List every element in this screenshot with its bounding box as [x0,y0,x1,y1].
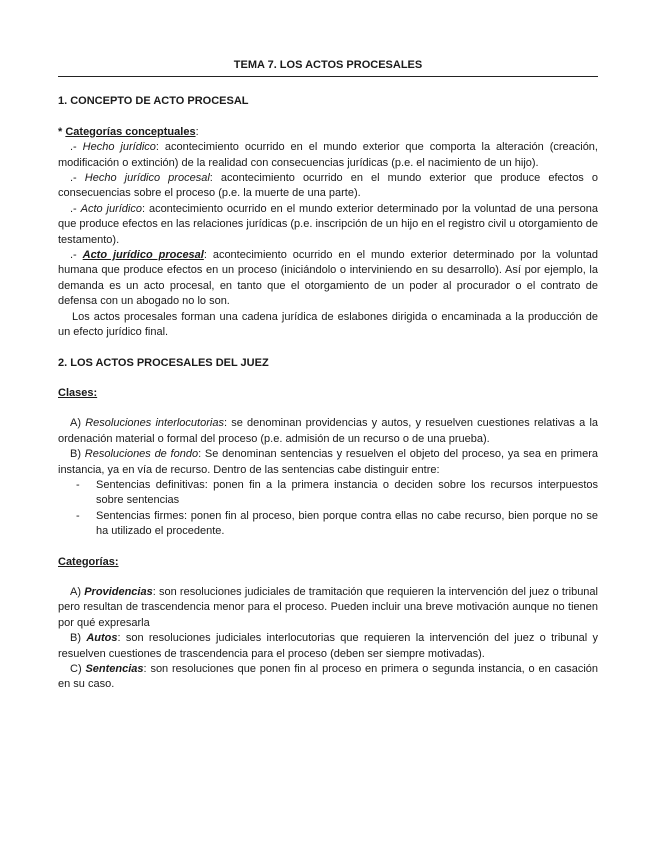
section2-heading: 2. LOS ACTOS PROCESALES DEL JUEZ [58,356,269,369]
list-item: - Sentencias firmes: ponen fin al proceso, bien porque contra ellas no cabe recurso, bien porque no se ha utilizado el procedente. [96,509,598,540]
conceptual-categories-title: Categorías conceptuales [65,125,196,138]
sentencias-list [58,478,598,540]
section1-heading: 1. CONCEPTO DE ACTO PROCESAL [58,95,249,108]
conceptual-categories-label: * Categorías conceptuales: [58,125,199,138]
concept-hecho-juridico: .- Hecho jurídico: acontecimiento ocurrido en el mundo exterior que comporta la alteración (creación, modificación o extinción) de la realidad con consecuencias jurídicas (p.e. el nacimiento de un hijo). [58,141,598,169]
clases-label: Clases: [58,386,98,399]
list-item: - Sentencias definitivas: ponen fin a la primera instancia o deciden sobre los recursos interpuestos sobre sentencias [96,478,598,509]
categorias-label: Categorías: [58,555,119,568]
page-title: TEMA 7. LOS ACTOS PROCESALES [58,58,598,77]
section1-closing-paragraph: Los actos procesales forman una cadena jurídica de eslabones dirigida o encaminada a la producción de un efecto jurídico final. [58,310,598,339]
document-page [58,58,598,693]
categoria-providencias: A) Providencias: son resoluciones judiciales de tramitación que requieren la intervención del juez o tribunal pero resultan de trascendencia menor para el proceso. Pueden incluir una breve motivación aunque no tienen por qué expresarla [58,585,598,629]
categoria-autos: B) Autos: son resoluciones judiciales interlocutorias que requieren la intervención del juez o tribunal y resuelven cuestiones de trascendencia para el proceso (deben ser siempre motivadas). [58,632,598,660]
categoria-sentencias: C) Sentencias: son resoluciones que ponen fin al proceso en primera o segunda instancia, o en casación en su caso. [58,663,598,691]
concept-acto-juridico: .- Acto jurídico: acontecimiento ocurrido en el mundo exterior determinado por la voluntad de una persona que produce efectos en las relaciones jurídicas (p.e. inscripción de un hijo en el registro civil u otorgamiento de testamento). [58,202,599,246]
clase-resoluciones-de-fondo: B) Resoluciones de fondo: Se denominan sentencias y resuelven el objeto del proceso, ya sea en primera instancia, ya en vía de recurso. Dentro de las sentencias cabe distinguir entre: [58,448,598,476]
concept-acto-juridico-procesal: .- Acto jurídico procesal: acontecimiento ocurrido en el mundo exterior determinado por la voluntad humana que produce efectos en un proceso (iniciándolo o interviniendo en su desarrollo). Así por ejemplo, la demanda es un acto procesal, en tanto que el otorgamiento de un poder al procurador o el contrato de defensa con un abogado no lo son. [58,249,598,308]
clase-resoluciones-interlocutorias: A) Resoluciones interlocutorias: se denominan providencias y autos, y resuelven cuestiones relativas a la ordenación material o formal del proceso (p.e. admisión de un recurso o de una prueba). [58,417,598,445]
concept-hecho-juridico-procesal: .- Hecho jurídico procesal: acontecimiento ocurrido en el mundo exterior que produce efectos o consecuencias sobre el proceso (p.e. la muerte de una parte). [58,172,598,200]
